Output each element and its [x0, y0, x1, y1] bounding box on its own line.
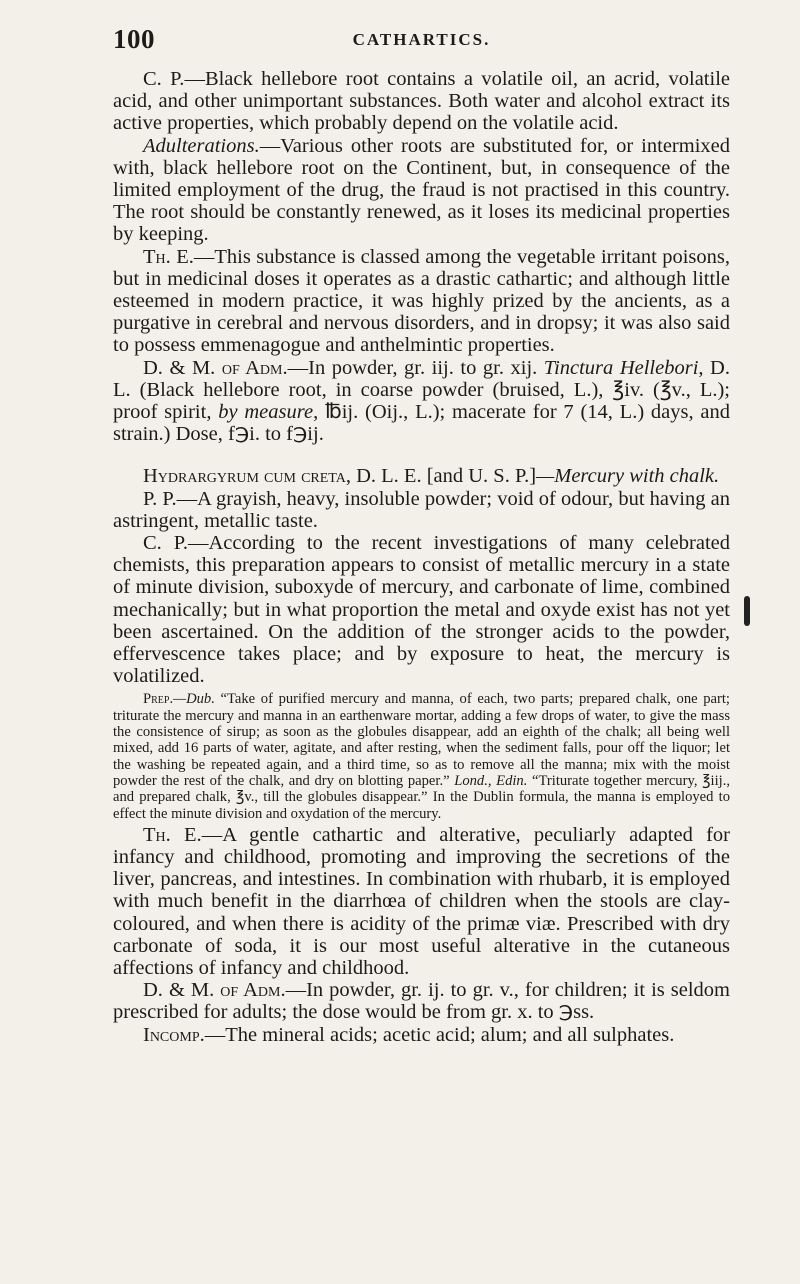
mercury-title — [113, 465, 730, 487]
mercury-title-refs: , D. L. E. [and U. S. P.] — [345, 465, 537, 488]
tinctura-label: Tinctura Hellebori — [543, 356, 699, 379]
mercury-title-latin: Hydrargyrum cum creta — [143, 465, 346, 488]
hellebore-section — [113, 68, 730, 445]
dm-text: —In powder, gr. ij. to gr. v., for children; it is seldom prescribed for adults; the dose would be from gr. x. to ℈ss. — [113, 979, 730, 1024]
th-text: —This substance is classed among the vegetable irritant poisons, but in medicinal doses it operates as a drastic cathartic; and although little esteemed in modern practice, it was highly prized by the ancients, as a purgative in cerebral and nervous disorders, and in dropsy; it was also said to possess emmenagogue and anthelmintic properties. — [113, 245, 731, 357]
dm-label: D. & M. of Adm. — [143, 356, 288, 379]
cp-text: —Black hellebore root contains a volatile oil, an acrid, volatile acid, and other unimportant substances. Both water and alcohol extract its active properties, which probably depend on the volatile acid. — [113, 68, 730, 135]
prep-text-2: “Triturate together mercury, ℥iij., and prepared chalk, ℥v., till the globules disappear.” In the Dublin formula, the manna is employed to effect the minute division and oxydation of the mercury. — [113, 772, 730, 822]
prep-label: Prep. — [143, 691, 174, 708]
mercury-physical-properties — [113, 488, 730, 532]
hellebore-therapeutic-effects — [113, 246, 730, 357]
hellebore-adulterations — [113, 135, 730, 246]
mercury-title-english: —Mercury with chalk. — [536, 465, 720, 488]
incomp-text: —The mineral acids; acetic acid; alum; and all sulphates. — [204, 1023, 675, 1046]
th-text: —A gentle cathartic and alterative, peculiarly adapted for infancy and childhood, promoting and improving the secretions of the liver, pancreas, and intestines. In combination with rhubarb, it is employed with much benefit in the diarrhœa of children when the stools are clay-coloured, and when there is acidity of the primæ viæ. Prescribed with dry carbonate of soda, it is our most useful alterative in the cutaneous affections of infancy and childhood. — [113, 823, 731, 980]
prep-dub: —Dub. — [173, 691, 215, 708]
cp-label: C. P. — [143, 68, 185, 90]
mercury-dose — [113, 979, 730, 1023]
cp-label: C. P. — [143, 532, 188, 555]
ink-mark — [744, 596, 750, 626]
measure-label: by measure — [218, 401, 314, 424]
pp-text: —A grayish, heavy, insoluble powder; void of odour, but having an astringent, metallic taste. — [113, 487, 730, 532]
dm-text-2: , D. L. (Black hellebore root, in coarse powder (bruised, L.), ℥iv. (℥v., L.); proof spirit, — [113, 356, 730, 424]
mercury-chemical-properties — [113, 532, 730, 687]
prep-lond-edin: Lond., Edin. — [454, 772, 528, 789]
dm-label: D. & M. of Adm. — [143, 979, 286, 1002]
prep-text-1: “Take of purified mercury and manna, of each, two parts; prepared chalk, one part; triturate the mercury and manna in an earthenware mortar, adding a few drops of water, to give the mass the consistence of sirup; as soon as the globules disappear, add an eighth of the chalk; all being well mixed, add 16 parts of water, agitate, and after resting, when the sediment falls, pour off the liquor; let the washing be repeated again, and a third time, so as to remove all the manna; mix with the moist powder the rest of the chalk, and dry on blotting paper.” — [113, 691, 730, 789]
adulterations-label: Adulterations. — [143, 134, 260, 157]
page-header — [113, 24, 730, 68]
incomp-label: Incomp. — [143, 1023, 205, 1046]
hellebore-chemical-properties — [113, 68, 730, 135]
mercury-incompatibles — [113, 1024, 730, 1046]
dm-text-3: , ℔ij. (Oij., L.); macerate for 7 (14, L.) days, and strain.) Dose, f℈i. to f℈ij. — [113, 401, 731, 446]
page-number: 100 — [113, 24, 155, 54]
running-head: CATHARTICS. — [352, 30, 491, 49]
dm-text-1: —In powder, gr. iij. to gr. xij. — [287, 356, 544, 379]
hellebore-dose — [113, 357, 730, 446]
pp-label: P. P. — [143, 487, 177, 510]
th-label: Th. E. — [143, 823, 202, 846]
cp-text: —According to the recent investigations of many celebrated chemists, this preparation appears to consist of metallic mercury in a state of minute division, suboxyde of mercury, and carbonate of lime, combined mechanically; but in what proportion the metal and oxyde exist has not yet been ascertained. On the addition of the stronger acids to the powder, effervescence takes place; and by exposure to heat, the mercury is volatilized. — [113, 532, 730, 688]
mercury-preparation — [113, 691, 730, 821]
mercury-section — [113, 465, 730, 1045]
th-label: Th. E. — [143, 245, 194, 268]
adulterations-text: —Various other roots are substituted for, or intermixed with, black hellebore root on the Continent, but, in consequence of the limited employment of the drug, the fraud is not practised in this country. The root should be constantly renewed, as it loses its medicinal properties by keeping. — [113, 134, 730, 246]
mercury-therapeutic-effects — [113, 824, 730, 979]
